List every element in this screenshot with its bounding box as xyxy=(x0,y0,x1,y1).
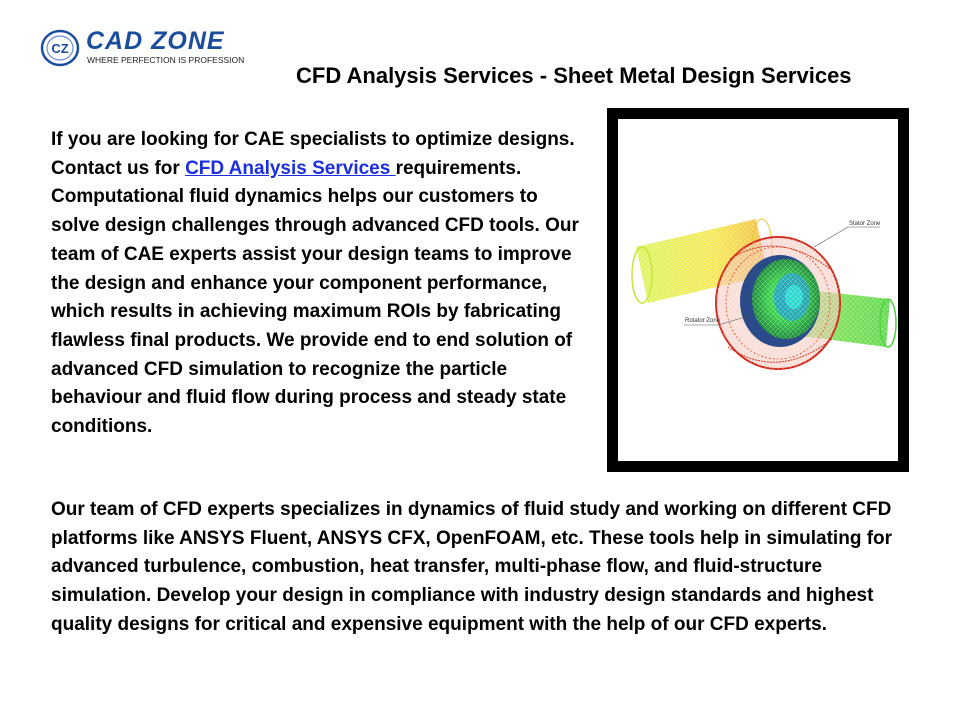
intro-text-after: requirements. Computational fluid dynamics helps our customers to solve design challenges through advanced CFD tools. Our team of CAE experts assist your design teams to improve the design and enhance your component performance, which results in achieving maximum ROIs by fabricating flawless final products. We provide end to end solution of advanced CFD simulation to recognize the particle behaviour and fluid flow during process and steady state conditions. xyxy=(51,157,579,438)
cfd-analysis-services-link[interactable]: CFD Analysis Services xyxy=(185,157,396,179)
intro-paragraph xyxy=(51,126,591,442)
logo-name: CAD ZONE xyxy=(86,27,225,55)
stator-zone-label: Stator Zone xyxy=(849,221,881,227)
cfd-platforms-paragraph: Our team of CFD experts specializes in dynamics of fluid study and working on different CFD platforms like ANSYS Fluent, ANSYS CFX, OpenFOAM, etc. These tools help in simulating for advanced turbulence, combustion, heat transfer, multi-phase flow, and fluid-structure simulation. Develop your design in compliance with industry design standards and highest quality designs for critical and expensive equipment with the help of our CFD experts. xyxy=(51,499,893,635)
cfd-mesh-image xyxy=(618,119,898,461)
intro-text-before: If you are looking for CAE specialists to optimize designs. Contact us for xyxy=(51,129,575,179)
logo-tagline: WHERE PERFECTION IS PROFESSION xyxy=(87,55,245,65)
rotator-zone-label: Rotator Zone xyxy=(685,318,721,324)
company-logo[interactable] xyxy=(40,26,270,72)
cfd-simulation-figure xyxy=(607,108,909,472)
stator-zone-callout xyxy=(814,221,881,247)
page-title: CFD Analysis Services - Sheet Metal Design Services xyxy=(296,63,852,88)
rotator-core xyxy=(740,255,820,347)
logo-badge-icon xyxy=(40,28,80,68)
logo-badge-text: CZ xyxy=(51,41,69,56)
